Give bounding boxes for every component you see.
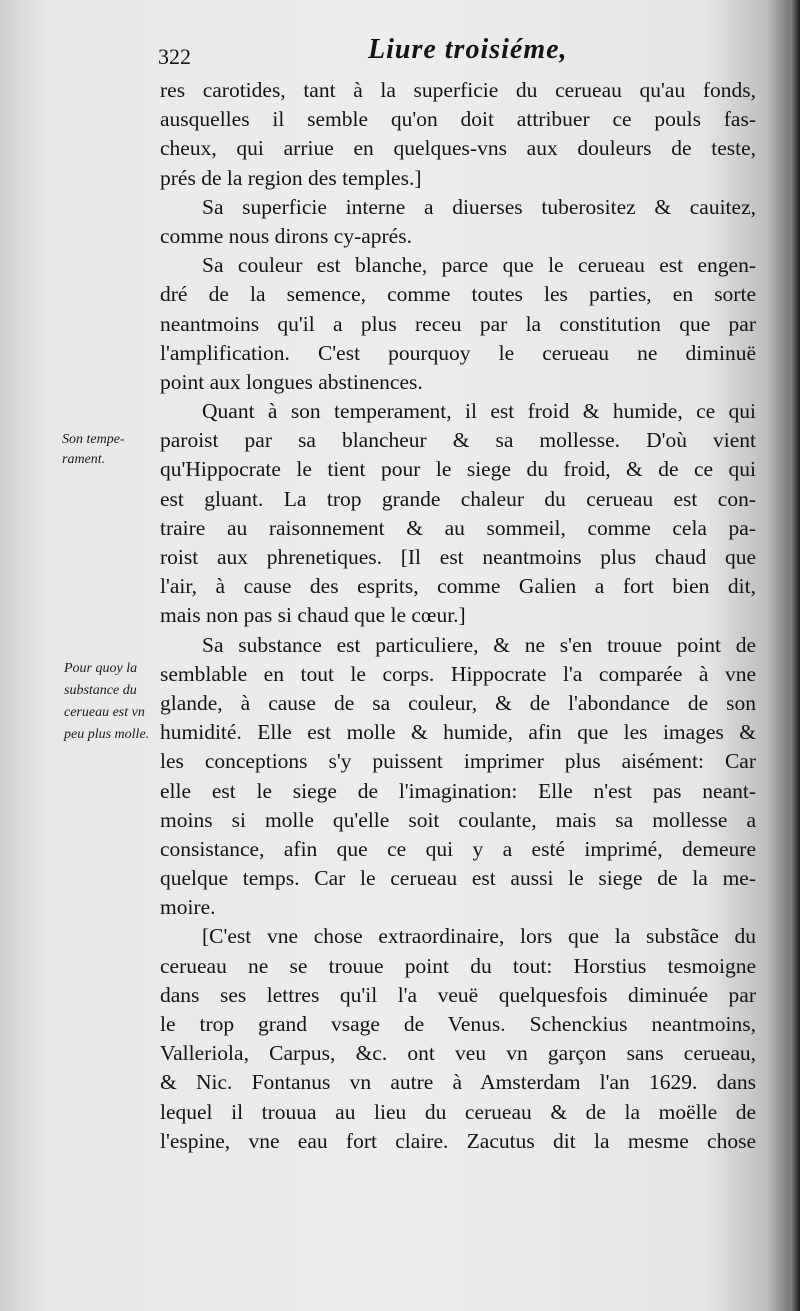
text-line: l'air, à cause des esprits, comme Galien a fort bien dit, (160, 574, 756, 599)
text-line: paroist par sa blancheur & sa mollesse. D'où vient (160, 428, 756, 453)
text-line: cerueau ne se trouue point du tout: Horstius tesmoigne (160, 953, 756, 978)
text-line: ausquelles il semble qu'on doit attribuer ce pouls fas- (160, 107, 756, 132)
text-line: glande, à cause de sa couleur, & de l'abondance de son (160, 690, 756, 715)
text-line: neantmoins qu'il a plus receu par la constitution que par (160, 311, 756, 336)
text-line: les conceptions s'y puissent imprimer plus aisément: Car (160, 749, 756, 774)
text-line: Sa substance est particuliere, & ne s'en trouue point de (202, 632, 756, 657)
text-line: roist aux phrenetiques. [Il est neantmoins plus chaud que (160, 545, 756, 569)
page-header (158, 32, 758, 72)
text-line: qu'Hippocrate le tient pour le siege du froid, & de ce qui (160, 457, 756, 482)
text-line: prés de la region des temples.] (160, 165, 422, 190)
text-line: semblable en tout le corps. Hippocrate l'a comparée à vne (160, 661, 756, 686)
text-line: est gluant. La trop grande chaleur du cerueau est con- (160, 486, 756, 511)
page-edge-shadow (790, 0, 800, 1311)
text-line: dré de la semence, comme toutes les parties, en sorte (160, 282, 756, 307)
text-line: moire. (160, 895, 216, 920)
text-line: humidité. Elle est molle & humide, afin que les images & (160, 720, 756, 745)
text-line: quelque temps. Car le cerueau est aussi le siege de la me- (160, 866, 756, 891)
text-line: [C'est vne chose extraordinaire, lors que la substãce du (202, 924, 756, 949)
text-line: comme nous dirons cy-aprés. (160, 223, 412, 248)
text-line: cheux, qui arriue en quelques-vns aux douleurs de teste, (160, 136, 756, 161)
text-line: traire au raisonnement & au sommeil, comme cela pa- (160, 515, 756, 540)
text-line: l'amplification. C'est pourquoy le cerueau ne diminuë (160, 340, 756, 365)
text-line: mais non pas si chaud que le cœur.] (160, 603, 466, 628)
text-line: Valleriola, Carpus, &c. ont veu vn garçon sans cerueau, (160, 1041, 756, 1066)
text-line: elle est le siege de l'imagination: Elle n'est pas neant- (160, 778, 756, 803)
text-line: Sa superficie interne a diuerses tuberositez & cauitez, (202, 194, 756, 219)
text-line: point aux longues abstinences. (160, 369, 423, 394)
text-line: Quant à son temperament, il est froid & humide, ce qui (202, 399, 756, 424)
body-text (160, 76, 756, 1156)
text-line: dans ses lettres qu'il l'a veuë quelquesfois diminuée par (160, 982, 756, 1007)
margin-note-temperament: Son tempe-rament. (62, 432, 125, 467)
text-line: l'espine, vne eau fort claire. Zacutus dit la mesme chose (160, 1128, 756, 1153)
text-line: res carotides, tant à la superficie du cerueau qu'au fonds, (160, 78, 756, 102)
text-line: le trop grand vsage de Venus. Schenckius neantmoins, (160, 1012, 756, 1036)
margin-note-substance: Pour quoy la substance du cerueau est vn peu plus molle. (64, 661, 150, 742)
text-line: & Nic. Fontanus vn autre à Amsterdam l'an 1629. dans (160, 1070, 756, 1095)
text-line: consistance, afin que ce qui y a esté imprimé, demeure (160, 836, 756, 861)
text-line: Sa couleur est blanche, parce que le cerueau est engen- (202, 253, 756, 278)
running-title: Liure troisiéme, (368, 34, 568, 65)
page-number: 322 (158, 44, 191, 69)
text-line: moins si molle qu'elle soit coulante, mais sa mollesse a (160, 807, 756, 832)
text-line: lequel il trouua au lieu du cerueau & de la moëlle de (160, 1099, 756, 1124)
